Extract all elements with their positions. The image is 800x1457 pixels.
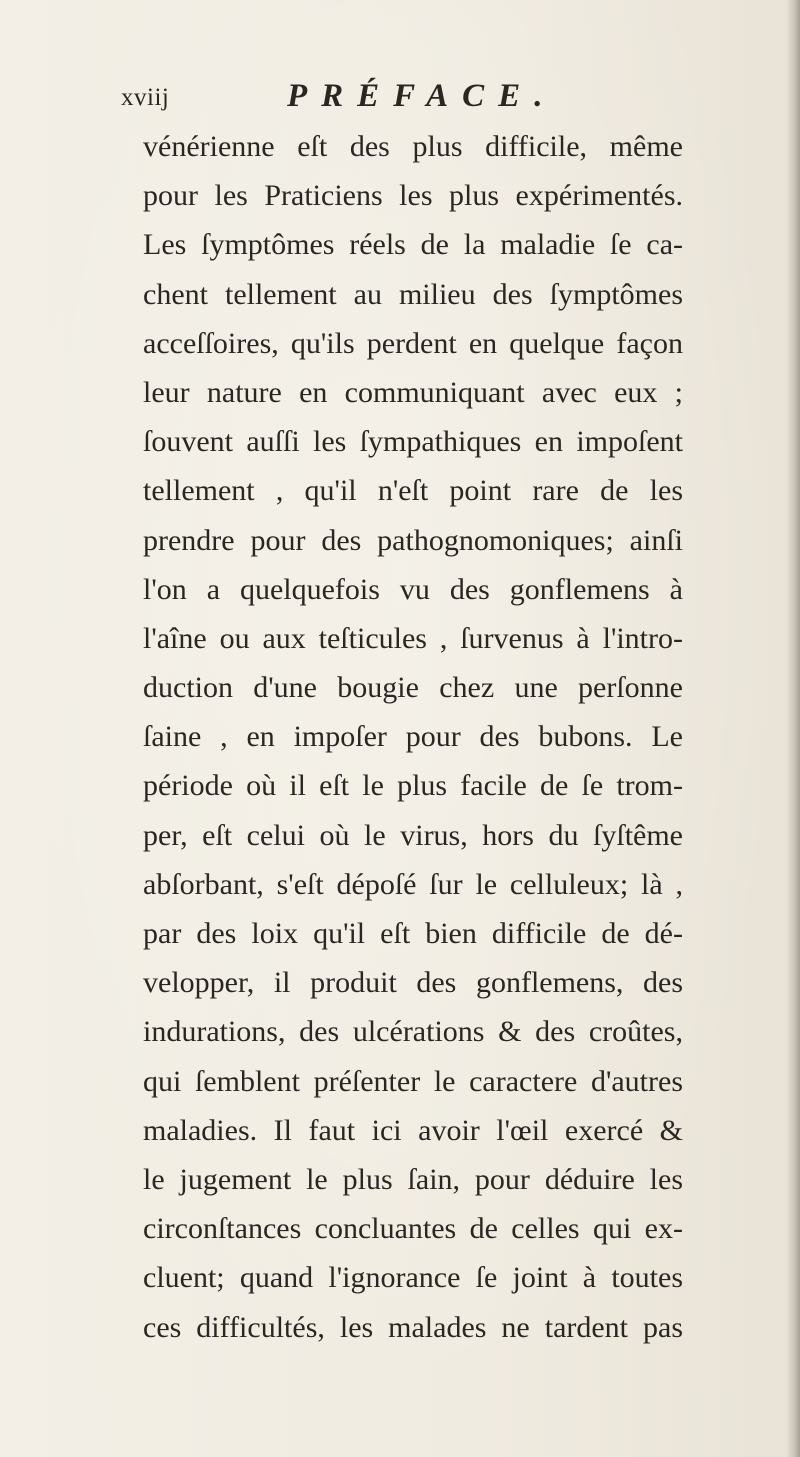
text-line: l'on a quelquefois vu des gonflemens à (143, 572, 683, 606)
text-line: ces difficultés, les malades ne tardent pas (143, 1310, 683, 1344)
text-line: leur nature en communiquant avec eux ; (143, 375, 683, 409)
text-line: l'aîne ou aux teſticules , ſurvenus à l'intro- (143, 621, 683, 655)
text-line: tellement , qu'il n'eſt point rare de les (143, 474, 683, 508)
text-line: maladies. Il faut ici avoir l'œil exercé & (143, 1113, 683, 1147)
text-line: Les ſymptômes réels de la maladie ſe ca- (143, 228, 683, 262)
text-line: duction d'une bougie chez une perſonne (143, 671, 683, 705)
text-line: prendre pour des pathognomoniques; ainſi (143, 523, 683, 557)
text-line: qui ſemblent préſenter le caractere d'autres (143, 1064, 683, 1098)
text-line: par des loix qu'il eſt bien difficile de dé- (143, 917, 683, 950)
text-line: circonſtances concluantes de celles qui ex- (143, 1212, 683, 1246)
text-line: ſaine , en impoſer pour des bubons. Le (143, 720, 683, 754)
page-header (121, 78, 681, 118)
page-edge-shadow (786, 0, 800, 1457)
text-line: le jugement le plus ſain, pour déduire les (143, 1162, 683, 1196)
text-line: velopper, il produit des gonflemens, des (143, 966, 683, 1000)
text-line: indurations, des ulcérations & des croûtes, (143, 1015, 683, 1049)
text-line: per, eſt celui où le virus, hors du ſyſtême (143, 818, 683, 852)
text-line: ſouvent auſſi les ſympathiques en impoſent (143, 425, 683, 459)
text-line: vénérienne eſt des plus difficile, même (143, 130, 683, 163)
text-line: acceſſoires, qu'ils perdent en quelque façon (143, 326, 683, 360)
page-number: xviij (121, 84, 170, 111)
running-title: PRÉFACE. (287, 78, 557, 114)
text-line: abſorbant, s'eſt dépoſé ſur le celluleux; là , (143, 867, 683, 901)
body-text (143, 122, 683, 1352)
text-line: chent tellement au milieu des ſymptômes (143, 277, 683, 311)
text-line: cluent; quand l'ignorance ſe joint à toutes (143, 1261, 683, 1295)
text-line: pour les Praticiens les plus expérimentés. (143, 179, 683, 213)
text-line: période où il eſt le plus facile de ſe trom- (143, 769, 683, 803)
